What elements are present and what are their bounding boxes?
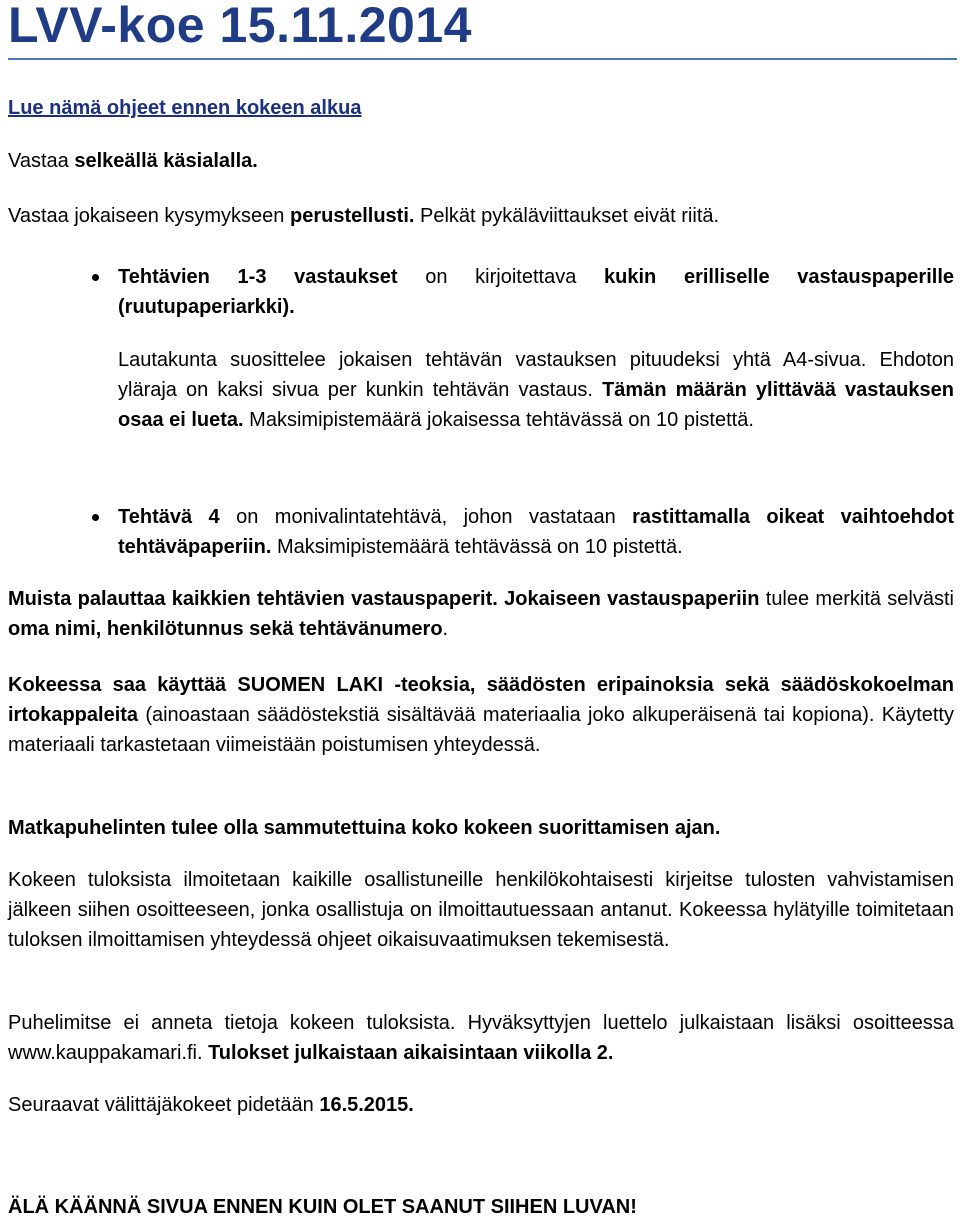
bullet-text: Tehtävä 4 on monivalintatehtävä, johon vastataan rastittamalla oikeat vaihtoehdot tehtäväpaperiin. Maksimipistemäärä tehtävässä on 10 pistettä. — [118, 506, 954, 558]
page-title: LVV-koe 15.11.2014 — [8, 0, 472, 53]
bullet-dot-icon — [92, 274, 99, 281]
justification-instruction: Vastaa jokaiseen kysymykseen perustellusti. Pelkät pykäläviittaukset eivät riitä. — [8, 205, 720, 227]
next-exam-paragraph: Seuraavat välittäjäkokeet pidetään 16.5.2015. — [8, 1094, 414, 1116]
bullet-tasks-1-3 — [118, 262, 954, 322]
bullet-text: Tehtävien 1-3 vastaukset on kirjoitettava kukin erilliselle vastauspaperille (ruutupaperiarkki). — [118, 266, 955, 318]
do-not-turn-warning: ÄLÄ KÄÄNNÄ SIVUA ENNEN KUIN OLET SAANUT SIIHEN LUVAN! — [8, 1196, 637, 1218]
phone-info-paragraph: Puhelimitse ei anneta tietoja kokeen tuloksista. Hyväksyttyjen luettelo julkaistaan lisäksi osoitteessa www.kauppakamari.fi. Tulokset julkaistaan aikaisintaan viikolla 2. — [8, 1012, 954, 1064]
handwriting-instruction: Vastaa selkeällä käsialalla. — [8, 150, 258, 172]
note-text: Lautakunta suosittelee jokaisen tehtävän vastauksen pituudeksi yhtä A4-sivua. Ehdoton yläraja on kaksi sivua per kunkin tehtävän vastaus. Tämän määrän ylittävää vastauksen osaa ei lueta. Maksimipistemäärä jokaisessa tehtävässä on 10 pistettä. — [118, 349, 954, 431]
return-papers-paragraph: Muista palauttaa kaikkien tehtävien vastauspaperit. Jokaiseen vastauspaperiin tulee merkitä selvästi oma nimi, henkilötunnus sekä tehtävänumero. — [8, 588, 954, 640]
results-paragraph: Kokeen tuloksista ilmoitetaan kaikille osallistuneille henkilökohtaisesti kirjeitse tulosten vahvistamisen jälkeen siihen osoitteeseen, jonka osallistuja on ilmoittautuessaan antanut. Kokeessa hylätyille toimitetaan tuloksen ilmoittamisen yhteydessä ohjeet oikaisuvaatimuksen tekemisestä. — [8, 869, 954, 951]
allowed-materials-paragraph: Kokeessa saa käyttää SUOMEN LAKI -teoksia, säädösten eripainoksia sekä säädöskokoelman irtokappaleita (ainoastaan säädöstekstiä sisältävää materiaalia joko alkuperäisenä tai kopiona). Käytetty materiaali tarkastetaan viimeistään poistumisen yhteydessä. — [8, 674, 954, 756]
bullet-dot-icon — [92, 514, 99, 521]
document-page — [8, 0, 955, 1218]
answer-length-note — [118, 345, 954, 435]
instructions-heading: Lue nämä ohjeet ennen kokeen alkua — [8, 97, 362, 119]
phones-off-paragraph: Matkapuhelinten tulee olla sammutettuina koko kokeen suorittamisen ajan. — [8, 817, 721, 839]
title-divider — [8, 58, 957, 60]
bullet-task-4 — [118, 502, 954, 562]
